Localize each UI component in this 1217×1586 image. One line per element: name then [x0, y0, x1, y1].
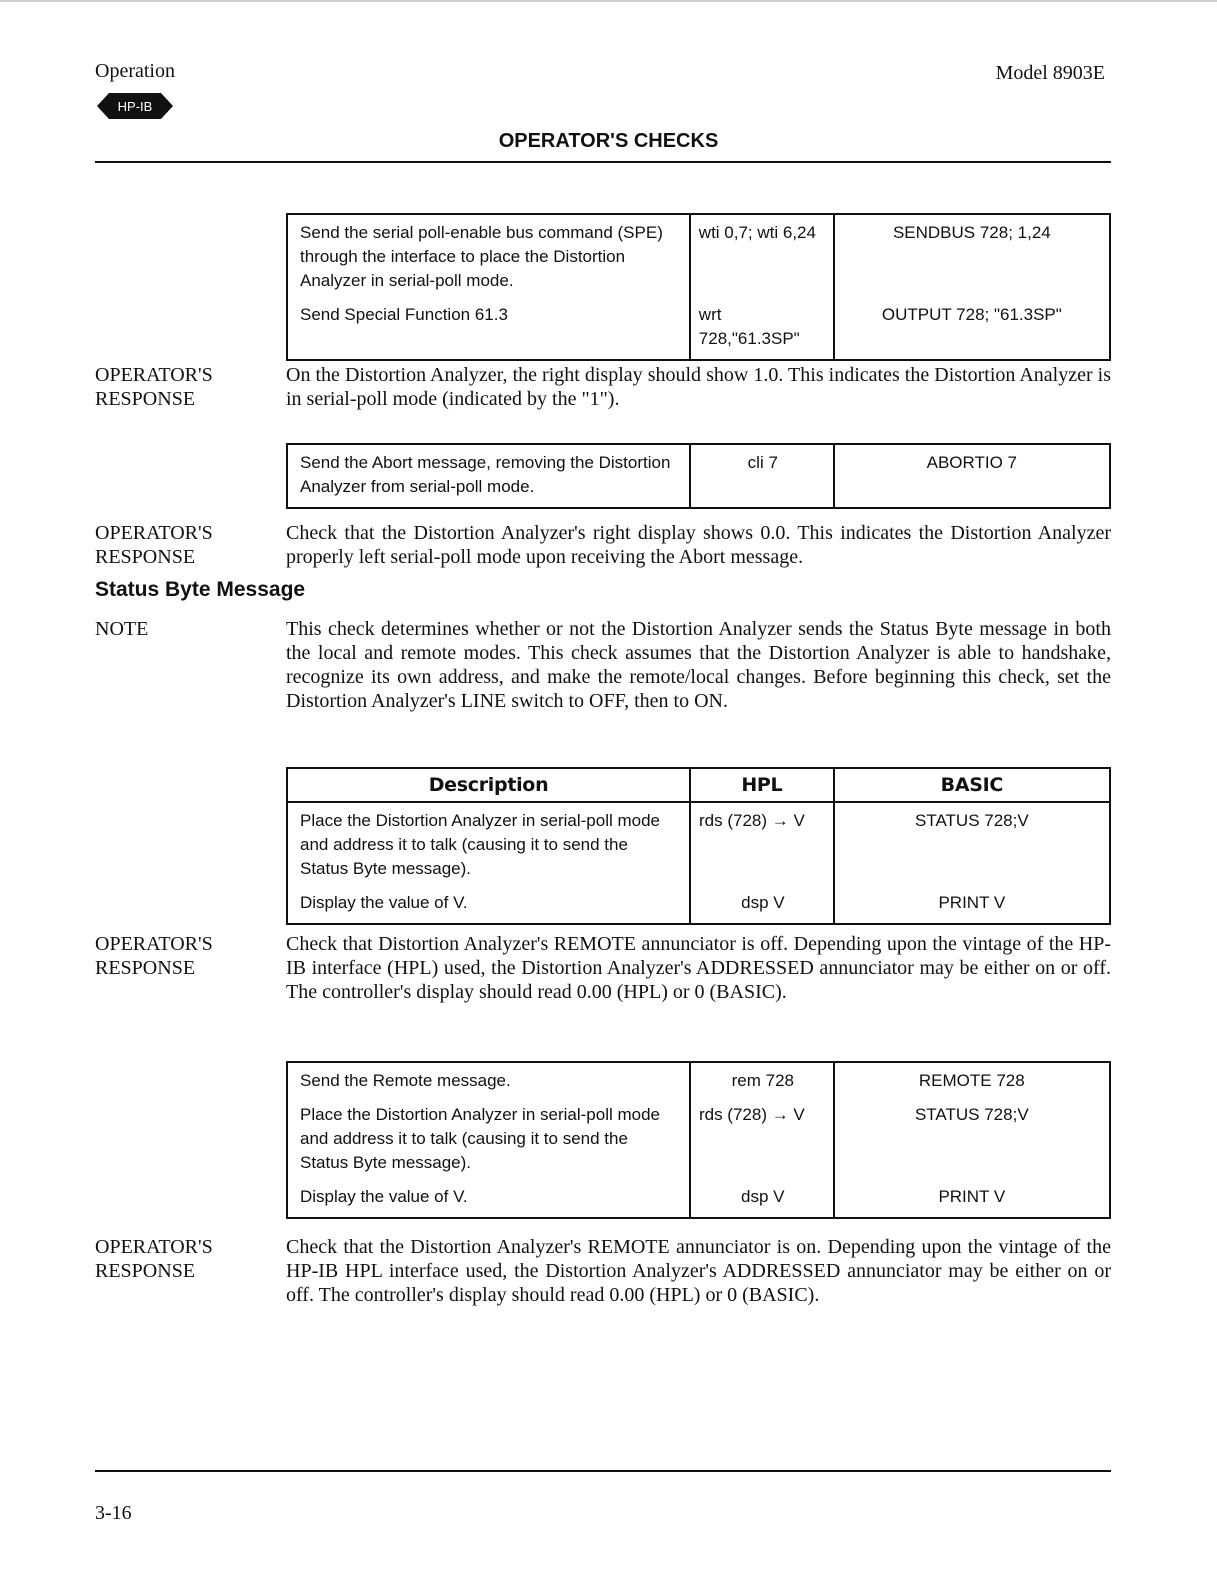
command-table-status-byte-local: [286, 767, 1111, 925]
response-label: OPERATOR'S RESPONSE: [95, 933, 213, 979]
description-cell: Place the Distortion Analyzer in serial-poll mode and address it to talk (causing it to send the Status Byte message).: [287, 1093, 690, 1175]
basic-cell: REMOTE 728: [834, 1062, 1110, 1093]
command-table-serial-poll-enable: [286, 213, 1111, 361]
description-cell: Send the Abort message, removing the Distortion Analyzer from serial-poll mode.: [287, 444, 690, 508]
description-cell: Display the value of V.: [287, 881, 690, 924]
column-header-basic: BASIC: [834, 768, 1110, 802]
response-text: On the Distortion Analyzer, the right display should show 1.0. This indicates the Distortion Analyzer is in serial-poll mode (indicated by the "1").: [286, 364, 1111, 410]
subheading: Status Byte Message: [95, 578, 306, 601]
hpl-cell: cli 7: [690, 444, 834, 508]
hpl-cell: wrt 728,"61.3SP": [690, 293, 834, 360]
response-text: Check that the Distortion Analyzer's REMOTE annunciator is on. Depending upon the vintage of the HP-IB HPL interface used, the Distortion Analyzer's ADDRESSED annunciator may be either on or off. The controller's display should read 0.00 (HPL) or 0 (BASIC).: [286, 1236, 1111, 1306]
page-title: OPERATOR'S CHECKS: [498, 130, 719, 152]
hpl-cell: rem 728: [690, 1062, 834, 1093]
response-label: OPERATOR'S RESPONSE: [95, 522, 213, 568]
basic-cell: STATUS 728;V: [834, 1093, 1110, 1175]
hpl-cell: dsp V: [690, 1175, 834, 1218]
response-label: OPERATOR'S RESPONSE: [95, 1236, 213, 1282]
title-divider: [95, 161, 1111, 163]
basic-cell: STATUS 728;V: [834, 802, 1110, 881]
note-text: This check determines whether or not the Distortion Analyzer sends the Status Byte message in both the local and remote modes. This check assumes that the Distortion Analyzer is able to handshake, recognize its own address, and make the remote/local changes. Before beginning this check, set the Distortion Analyzer's LINE switch to OFF, then to ON.: [286, 618, 1111, 712]
scan-top-edge: [0, 0, 1217, 2]
model-number: Model 8903E: [995, 62, 1105, 84]
column-header-description: Description: [287, 768, 690, 802]
description-cell: Send Special Function 61.3: [287, 293, 690, 360]
hp-ib-badge-icon: [97, 92, 173, 120]
basic-cell: PRINT V: [834, 1175, 1110, 1218]
footer-divider: [95, 1470, 1111, 1472]
hpl-cell: dsp V: [690, 881, 834, 924]
description-cell: Send the Remote message.: [287, 1062, 690, 1093]
hpl-cell: wti 0,7; wti 6,24: [690, 214, 834, 293]
hpl-cell: rds (728) → V: [690, 802, 834, 881]
section-name: Operation: [95, 60, 175, 82]
basic-cell: PRINT V: [834, 881, 1110, 924]
note-label: NOTE: [95, 618, 149, 640]
hp-ib-badge-text: HP-IB: [117, 99, 153, 114]
page-number: 3-16: [95, 1502, 132, 1524]
basic-cell: ABORTIO 7: [834, 444, 1110, 508]
description-cell: Place the Distortion Analyzer in serial-poll mode and address it to talk (causing it to send the Status Byte message).: [287, 802, 690, 881]
response-text: Check that the Distortion Analyzer's right display shows 0.0. This indicates the Distortion Analyzer properly left serial-poll mode upon receiving the Abort message.: [286, 522, 1111, 568]
response-text: Check that Distortion Analyzer's REMOTE annunciator is off. Depending upon the vintage of the HP-IB interface (HPL) used, the Distortion Analyzer's ADDRESSED annunciator may be either on or off. The controller's display should read 0.00 (HPL) or 0 (BASIC).: [286, 933, 1111, 1003]
column-header-hpl: HPL: [690, 768, 834, 802]
description-cell: Display the value of V.: [287, 1175, 690, 1218]
description-cell: Send the serial poll-enable bus command (SPE) through the interface to place the Distortion Analyzer in serial-poll mode.: [287, 214, 690, 293]
hpl-cell: rds (728) → V: [690, 1093, 834, 1175]
basic-cell: SENDBUS 728; 1,24: [834, 214, 1110, 293]
command-table-abort: [286, 443, 1111, 509]
response-label: OPERATOR'S RESPONSE: [95, 364, 213, 410]
basic-cell: OUTPUT 728; "61.3SP": [834, 293, 1110, 360]
command-table-status-byte-remote: [286, 1061, 1111, 1219]
